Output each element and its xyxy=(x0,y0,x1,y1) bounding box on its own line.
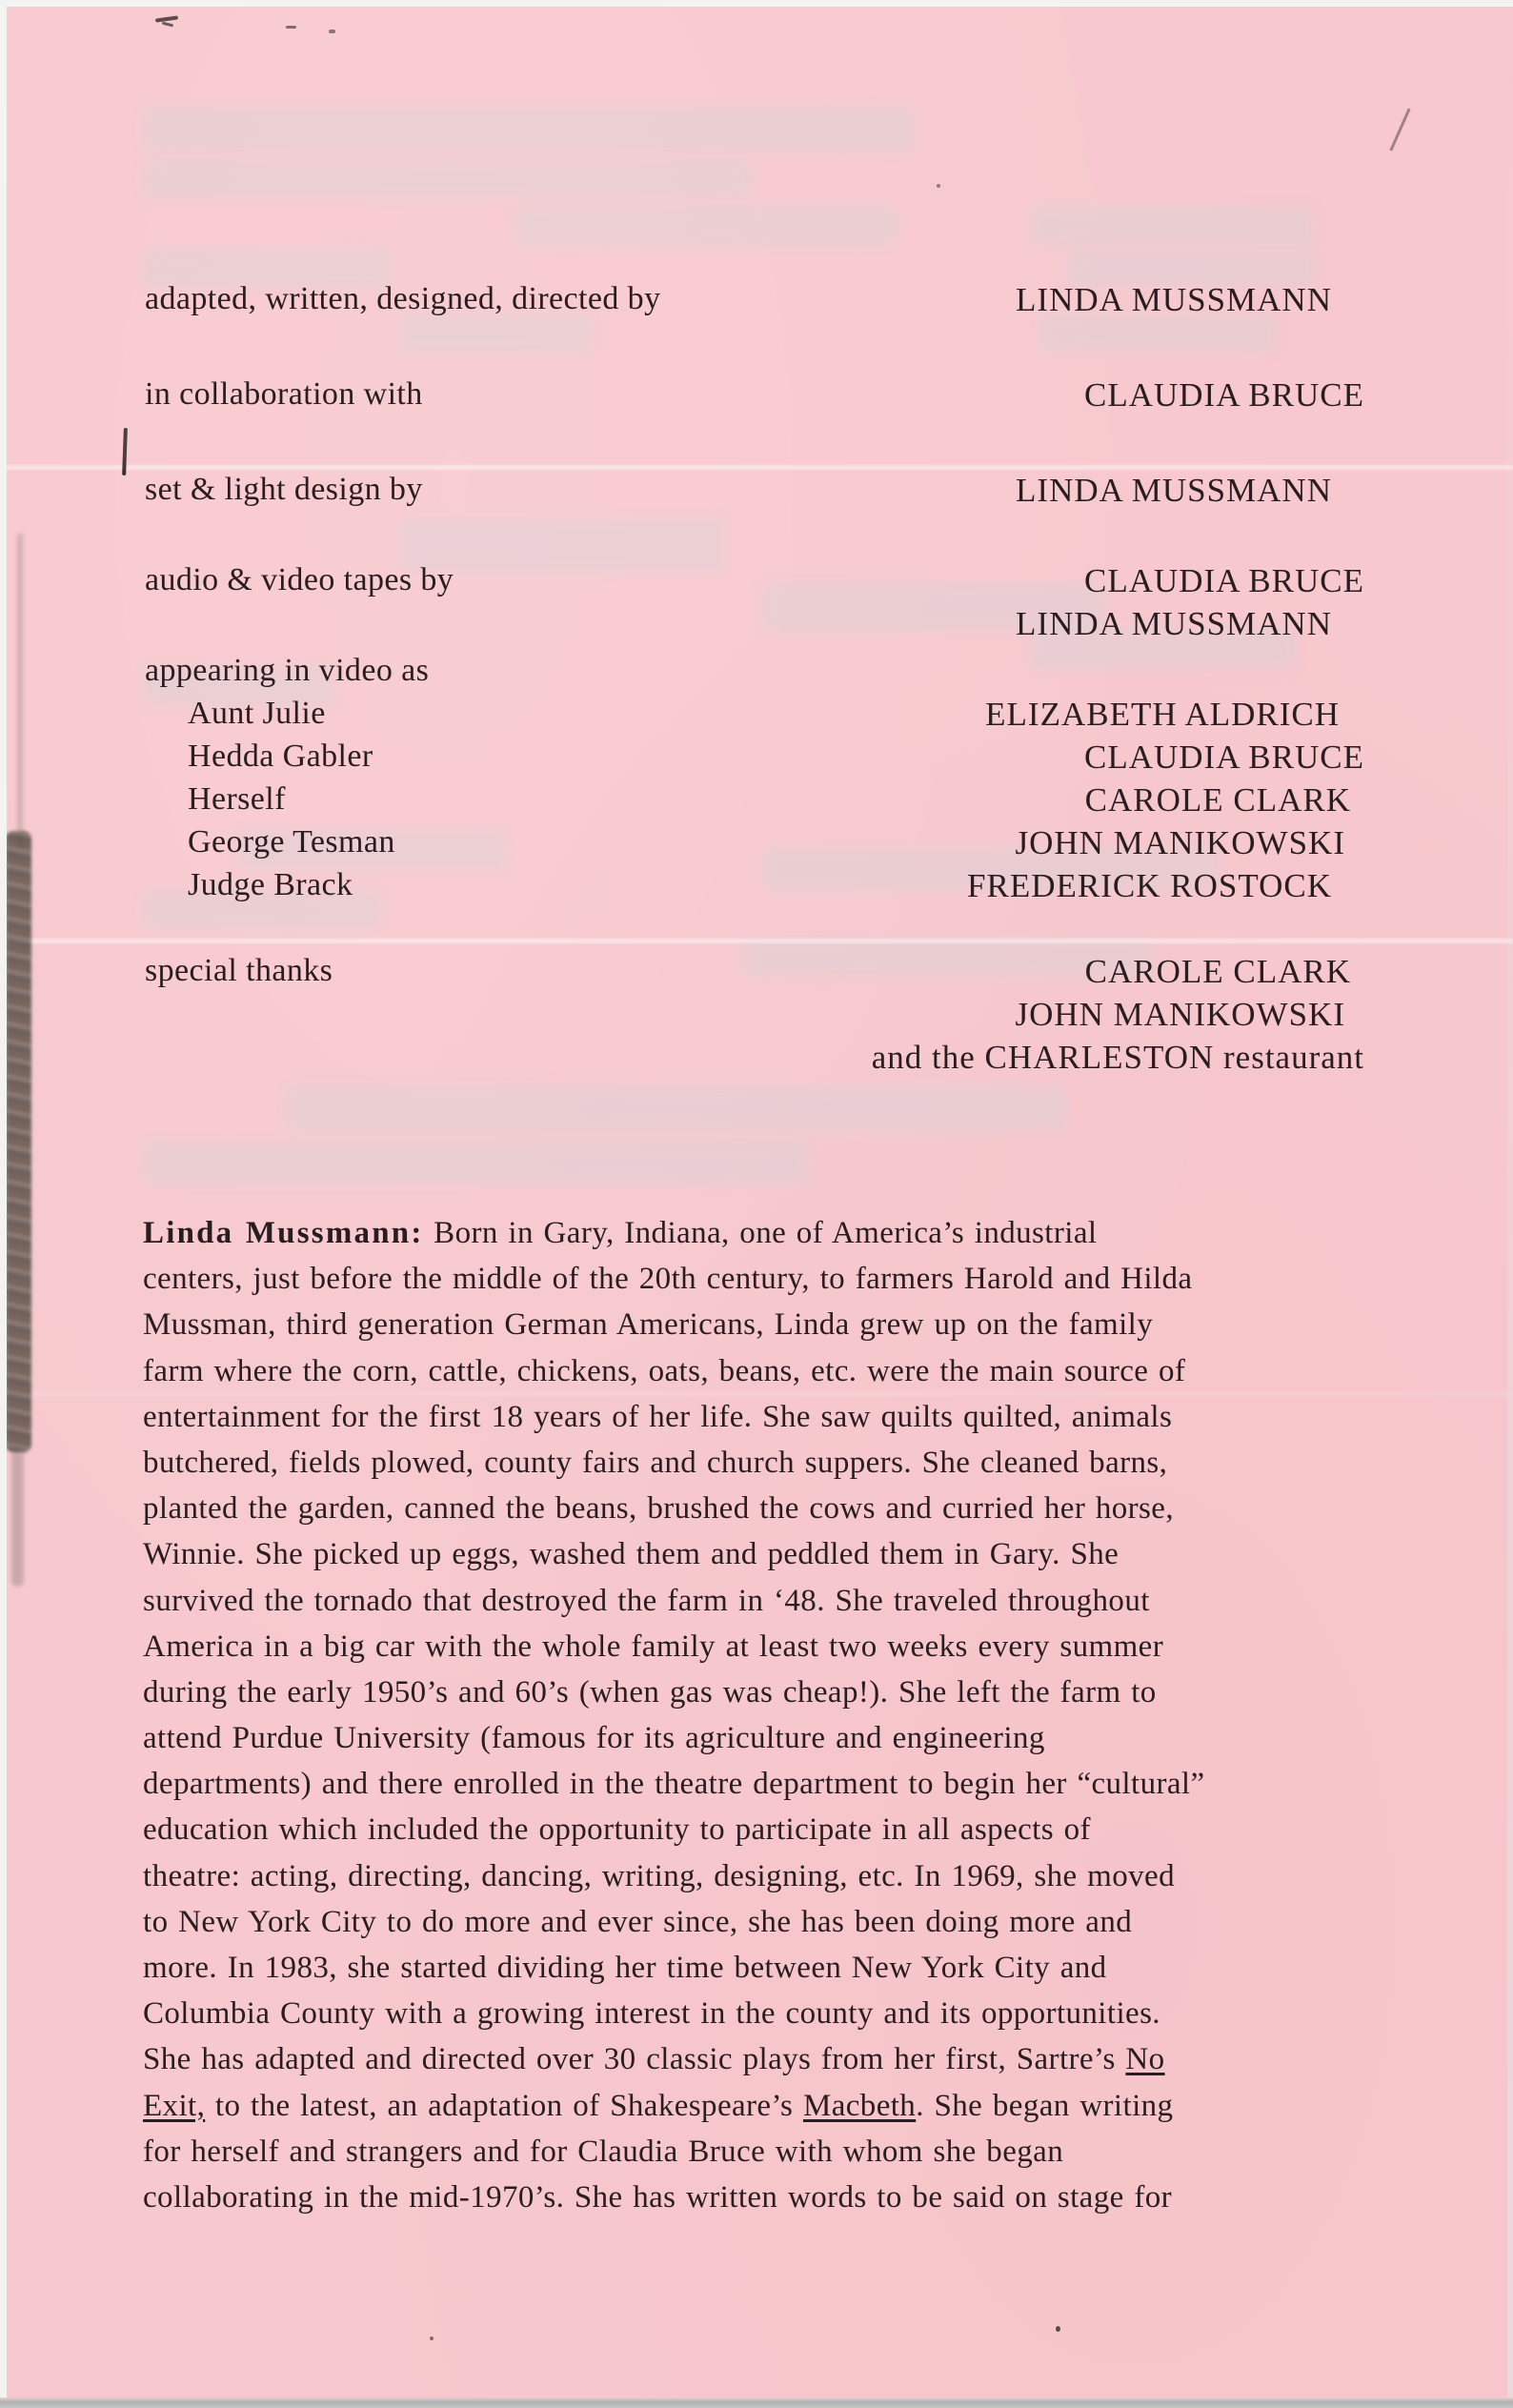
credit-name: JOHN MANIKOWSKI xyxy=(1015,996,1345,1033)
scan-edge-left xyxy=(0,0,7,2408)
bio-text-run: butchered, fields plowed, county fairs and church suppers. She cleaned barns, xyxy=(143,1445,1168,1480)
bio-line xyxy=(143,1531,1439,1577)
bio-text-run: education which included the opportunity to participate in all aspects of xyxy=(143,1812,1091,1848)
bio-text-run: survived the tornado that destroyed the farm in ‘48. She traveled throughout xyxy=(143,1583,1150,1618)
bio-text-run: Winnie. She picked up eggs, washed them and peddled them in Gary. She xyxy=(143,1537,1120,1572)
bio-text-run: Mussman, third generation German Americans, Linda grew up on the family xyxy=(143,1307,1154,1343)
bio-text-run: to the latest, an adaptation of Shakespeare’s xyxy=(205,2088,803,2123)
cast-role: George Tesman xyxy=(188,824,395,860)
bio-text-run: more. In 1983, she started dividing her time between New York City and xyxy=(143,1951,1107,1985)
bio-line xyxy=(143,1853,1439,1899)
bio-line xyxy=(143,2175,1439,2220)
cast-actor-name: ELIZABETH ALDRICH xyxy=(985,696,1340,733)
credit-label: audio & video tapes by xyxy=(145,562,454,597)
bio-text-run: departments) and there enrolled in the theatre department to begin her “cultural” xyxy=(143,1767,1205,1802)
bio-line xyxy=(143,1807,1439,1852)
credit-name: and the CHARLESTON restaurant xyxy=(871,1039,1364,1076)
bio-text-run: America in a big car with the whole family at least two weeks every summer xyxy=(143,1629,1164,1664)
cast-role: Hedda Gabler xyxy=(188,739,373,774)
bio-line xyxy=(143,1899,1439,1945)
bio-text-run: planted the garden, canned the beans, brushed the cows and curried her horse, xyxy=(143,1491,1174,1527)
bio-line xyxy=(143,2036,1439,2082)
credit-label: appearing in video as xyxy=(145,653,430,688)
scan-edge-right xyxy=(1507,0,1513,2408)
bio-text-run: Born in Gary, Indiana, one of America’s industrial xyxy=(423,1216,1098,1250)
bio-line xyxy=(143,1715,1439,1761)
bio-text-run: to New York City to do more and ever since, she has been doing more and xyxy=(143,1904,1133,1939)
bio-text-run: Linda Mussmann: xyxy=(143,1216,424,1250)
credit-name: LINDA MUSSMANN xyxy=(1016,605,1332,642)
cast-actor-name: JOHN MANIKOWSKI xyxy=(1015,824,1345,861)
bio-line xyxy=(143,2083,1439,2129)
bio-line xyxy=(143,2129,1439,2175)
bio-line xyxy=(143,1991,1439,2036)
bio-line xyxy=(143,1394,1439,1440)
bio-line xyxy=(143,1348,1439,1394)
cast-actor-name: CLAUDIA BRUCE xyxy=(1084,739,1364,776)
credit-label: set & light design by xyxy=(145,472,423,507)
bio-text-run: She has adapted and directed over 30 classic plays from her first, Sartre’s xyxy=(143,2042,1126,2077)
bio-text-run: attend Purdue University (famous for its agriculture and engineering xyxy=(143,1721,1045,1756)
bio-line xyxy=(143,1761,1439,1807)
bio-text-run: . She began writing xyxy=(916,2088,1174,2123)
bio-line xyxy=(143,1440,1439,1486)
cast-role: Herself xyxy=(188,781,286,817)
cast-role: Aunt Julie xyxy=(188,696,326,731)
bio-text-run: for herself and strangers and for Claudia Bruce with whom she began xyxy=(143,2134,1064,2169)
bio-text-run: collaborating in the mid-1970’s. She has written words to be said on stage for xyxy=(143,2179,1173,2215)
underlined-title: Exit, xyxy=(143,2088,206,2123)
bio-line xyxy=(143,1624,1439,1669)
cast-role: Judge Brack xyxy=(188,867,353,902)
bio-text-run: during the early 1950’s and 60’s (when gas was cheap!). She left the farm to xyxy=(143,1674,1157,1710)
underlined-title: Macbeth xyxy=(802,2088,917,2123)
scan-edge-top xyxy=(0,0,1513,7)
underlined-title: No xyxy=(1125,2042,1165,2077)
credit-name: CLAUDIA BRUCE xyxy=(1084,376,1364,414)
credit-name: LINDA MUSSMANN xyxy=(1016,472,1332,509)
bio-text-run: entertainment for the first 18 years of her life. She saw quilts quilted, animals xyxy=(143,1399,1173,1434)
bio-line xyxy=(143,1210,1439,1256)
credit-label: adapted, written, designed, directed by xyxy=(145,281,661,316)
credit-name: LINDA MUSSMANN xyxy=(1016,281,1332,318)
bio-text-run: Columbia County with a growing interest in the county and its opportunities. xyxy=(143,1996,1160,2032)
credit-name: CLAUDIA BRUCE xyxy=(1084,562,1364,599)
credit-label: special thanks xyxy=(145,953,333,988)
bio-text-run: farm where the corn, cattle, chickens, oats, beans, etc. were the main source of xyxy=(143,1353,1186,1388)
bio-text-run: theatre: acting, directing, dancing, writing, designing, etc. In 1969, she moved xyxy=(143,1858,1175,1893)
cast-actor-name: FREDERICK ROSTOCK xyxy=(967,867,1332,904)
bio-line xyxy=(143,1945,1439,1991)
credit-label: in collaboration with xyxy=(145,376,423,412)
bio-line xyxy=(143,1669,1439,1715)
scan-edge-bottom xyxy=(0,2398,1513,2408)
bio-line xyxy=(143,1302,1439,1347)
bio-text-run: centers, just before the middle of the 20th century, to farmers Harold and Hilda xyxy=(143,1262,1193,1297)
cast-actor-name: CAROLE CLARK xyxy=(1084,781,1351,819)
bio-line xyxy=(143,1486,1439,1531)
credit-name: CAROLE CLARK xyxy=(1084,953,1351,990)
bio-line xyxy=(143,1578,1439,1624)
bio-line xyxy=(143,1256,1439,1302)
bio-paragraph xyxy=(143,1210,1439,2220)
